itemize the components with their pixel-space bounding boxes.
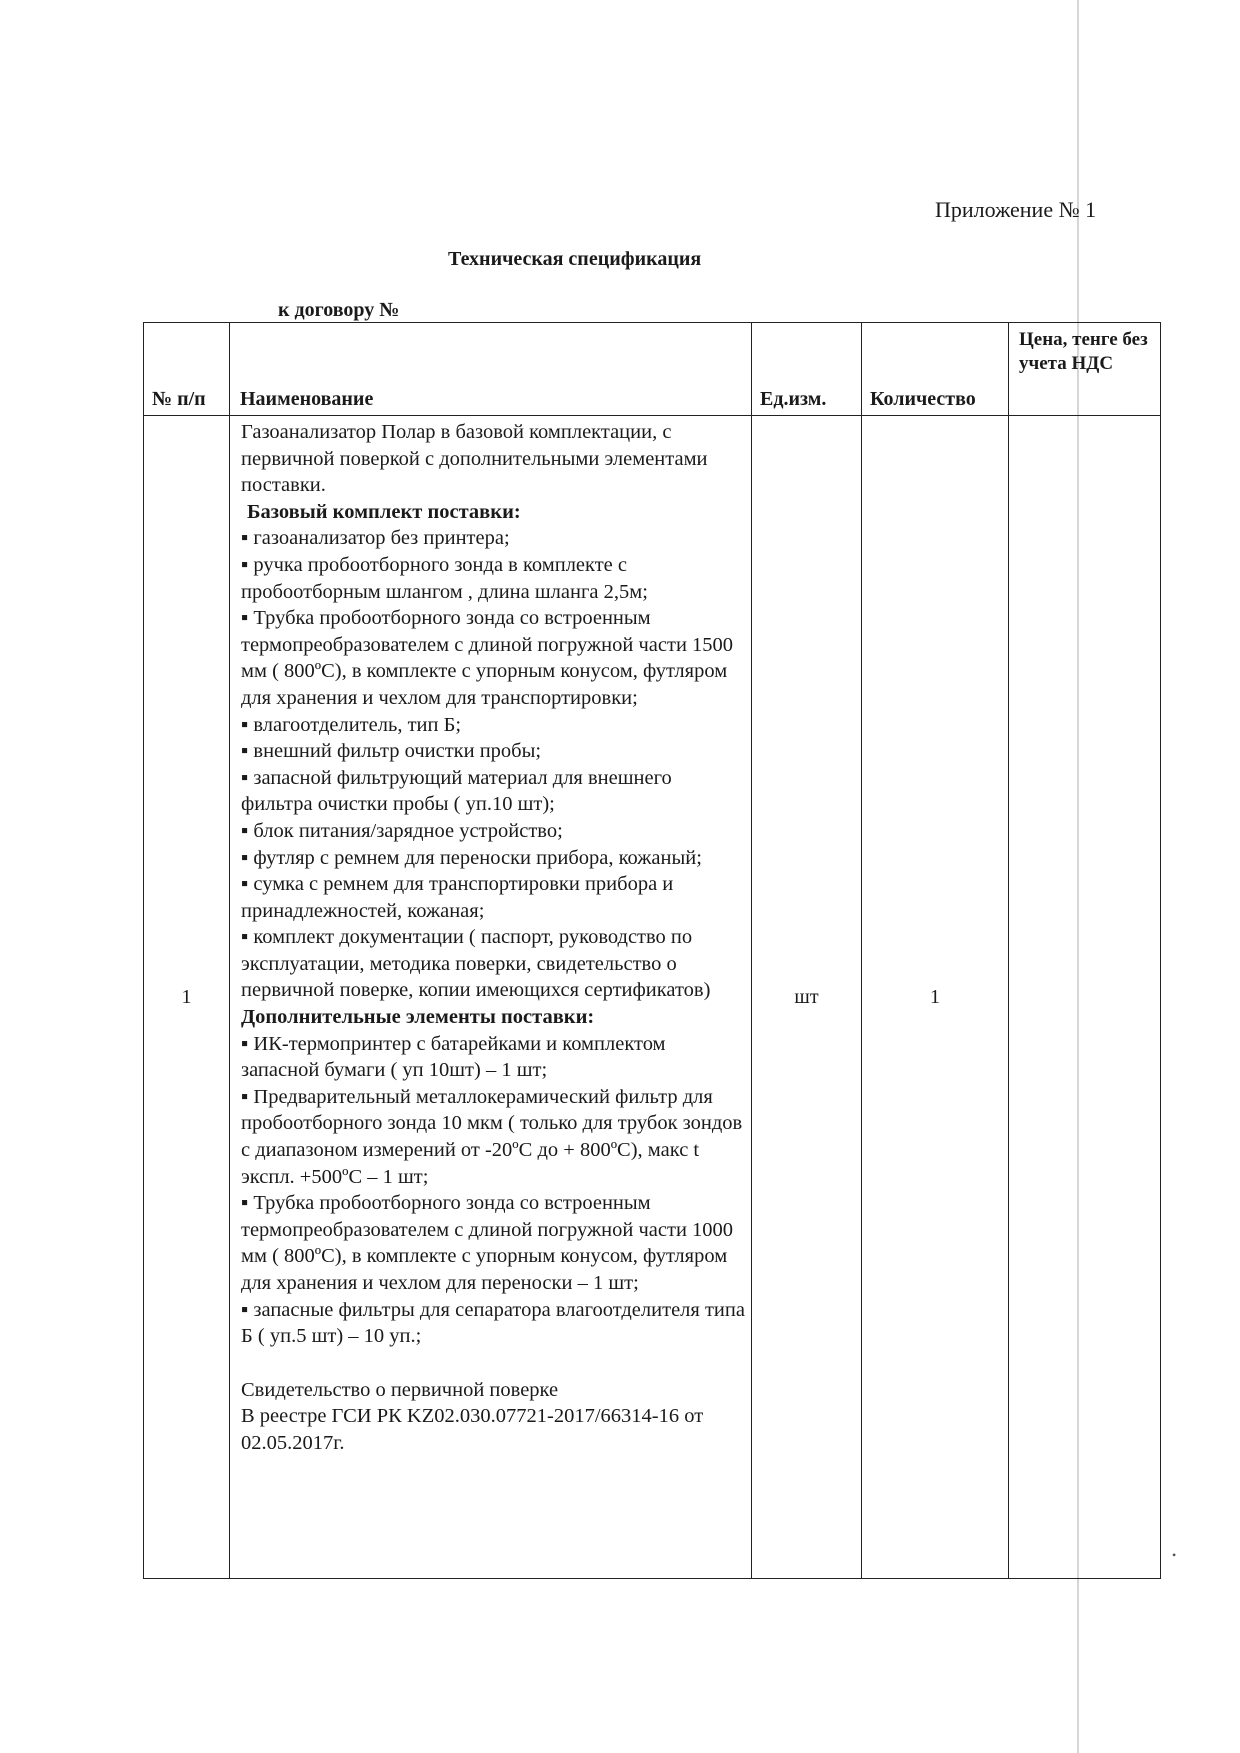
cell-unit: шт	[752, 416, 862, 1579]
table-header-row	[144, 323, 1161, 416]
header-qty: Количество	[862, 323, 1009, 416]
registry-line: В реестре ГСИ РК KZ02.030.07721-2017/66314-16 от 02.05.2017г.	[241, 1405, 704, 1454]
cell-price	[1009, 416, 1161, 1579]
specification-table	[143, 322, 1161, 1579]
cell-num: 1	[144, 416, 230, 1579]
list-item: ▪ ручка пробоотборного зонда в комплекте с пробоотборным шлангом , длина шланга 2,5м;	[241, 553, 648, 603]
list-item: ▪ запасной фильтрующий материал для внешнего фильтра очистки пробы ( уп.10 шт);	[241, 766, 672, 816]
list-item: ▪ ИК-термопринтер с батарейками и комплектом запасной бумаги ( уп 10шт) – 1 шт;	[241, 1032, 666, 1082]
base-kit-list	[241, 525, 745, 1004]
list-item: ▪ газоанализатор без принтера;	[241, 527, 510, 550]
list-item: ▪ запасные фильтры для сепаратора влагоотделителя типа Б ( уп.5 шт) – 10 уп.;	[241, 1298, 745, 1348]
certificate-line: Свидетельство о первичной поверке	[241, 1378, 559, 1401]
item-intro: Газоанализатор Полар в базовой комплектации, с первичной поверкой с дополнительными элементами поставки.	[241, 421, 708, 497]
header-price: Цена, тенге без учета НДС	[1009, 323, 1161, 416]
list-item: ▪ Трубка пробоотборного зонда со встроенным термопреобразователем с длиной погружной части 1500 мм ( 800ºС), в комплекте с упорным конусом, футляром для хранения и чехлом для транспортировки;	[241, 607, 734, 709]
extra-items-heading: Дополнительные элементы поставки:	[241, 1006, 595, 1029]
scan-speck: •	[1172, 1548, 1177, 1562]
list-item: ▪ футляр с ремнем для переноски прибора, кожаный;	[241, 846, 702, 869]
list-item: ▪ комплект документации ( паспорт, руководство по эксплуатации, методика поверки, свидетельство о первичной поверке, копии имеющихся сертификатов)	[241, 926, 711, 1002]
cell-qty: 1	[862, 416, 1009, 1579]
appendix-label: Приложение № 1	[935, 197, 1097, 222]
list-item: ▪ внешний фильтр очистки пробы;	[241, 740, 542, 763]
contract-reference: к договору №	[278, 299, 400, 321]
table-row	[144, 416, 1161, 1579]
list-item: ▪ сумка с ремнем для транспортировки прибора и принадлежностей, кожаная;	[241, 873, 674, 922]
list-item: ▪ Трубка пробоотборного зонда со встроенным термопреобразователем с длиной погружной части 1000 мм ( 800ºС), в комплекте с упорным конусом, футляром для хранения и чехлом для переноски – 1 шт;	[241, 1192, 734, 1294]
extra-items-list	[241, 1031, 745, 1350]
list-item: ▪ блок питания/зарядное устройство;	[241, 819, 563, 842]
header-num: № п/п	[144, 323, 230, 416]
cell-description	[230, 416, 752, 1579]
base-kit-heading: Базовый комплект поставки:	[247, 500, 521, 523]
header-name: Наименование	[230, 323, 752, 416]
header-unit: Ед.изм.	[752, 323, 862, 416]
spacer	[241, 1350, 745, 1377]
list-item: ▪ Предварительный металлокерамический фильтр для пробоотборного зонда 10 мкм ( только для трубок зондов с диапазоном измерений от -20ºС до + 800ºС), макс t экспл. +500ºС – 1 шт;	[241, 1085, 743, 1188]
document-title: Техническая спецификация	[448, 248, 702, 270]
list-item: ▪ влагоотделитель, тип Б;	[241, 713, 462, 736]
